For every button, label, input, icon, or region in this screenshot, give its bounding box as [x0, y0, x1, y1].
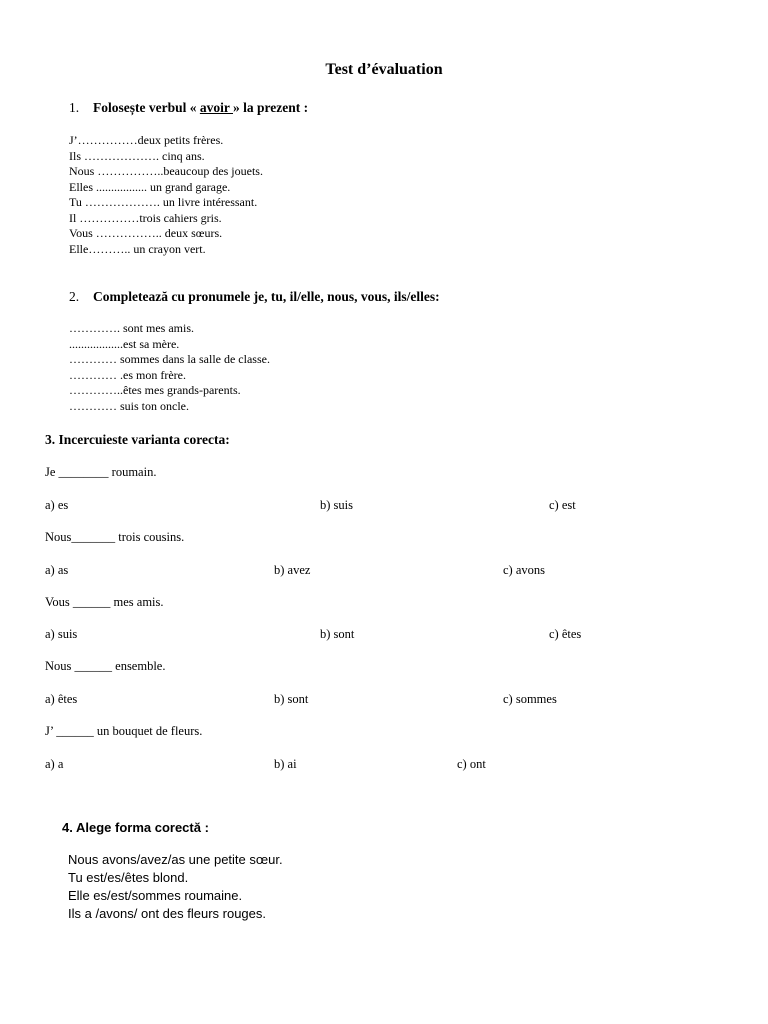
exercise3-option[interactable]: c) sommes	[503, 692, 557, 706]
exercise1-line: Elle……….. un crayon vert.	[69, 241, 206, 256]
exercise4-lines	[68, 851, 283, 923]
exercise2-line: …………. sont mes amis.	[69, 321, 194, 335]
exercise1-heading	[69, 100, 308, 116]
exercise3-heading: 3. Incercuieste varianta corecta:	[45, 432, 230, 447]
exercise3-option[interactable]: b) sont	[320, 627, 355, 641]
exercise3-sentence: Nous_______ trois cousins.	[45, 530, 185, 544]
exercise4-heading: 4. Alege forma corectă :	[62, 820, 209, 835]
exercise3-sentence: Vous ______ mes amis.	[45, 595, 164, 609]
exercise3-option[interactable]: a) a	[45, 757, 64, 771]
exercise3-option[interactable]: c) est	[549, 498, 576, 512]
exercise1-number: 1.	[69, 100, 80, 115]
exercise1-heading-end: » la prezent :	[233, 100, 309, 115]
exercise2-line: …………..êtes mes grands-parents.	[69, 383, 241, 397]
exercise1-line: J’……………deux petits frères.	[69, 133, 224, 147]
exercise4-line: Ils a /avons/ ont des fleurs rouges.	[68, 906, 266, 921]
exercise3-option[interactable]: b) suis	[320, 498, 353, 512]
exercise3-option[interactable]: c) êtes	[549, 627, 582, 641]
exercise2-heading-text: Completează cu pronumele je, tu, il/elle, nous, vous, ils/elles:	[93, 289, 440, 304]
exercise1-line: Ils ………………. cinq ans.	[69, 148, 205, 163]
exercise3-option[interactable]: c) ont	[457, 757, 486, 771]
exercise3-option[interactable]: b) avez	[274, 563, 311, 577]
exercise3-sentence: Nous ______ ensemble.	[45, 659, 166, 673]
exercise1-line: Nous ……………..beaucoup des jouets.	[69, 164, 263, 178]
exercise1-line: Elles ................. un grand garage.	[69, 179, 231, 194]
exercise3-option[interactable]: a) es	[45, 498, 69, 512]
exercise3-sentence: J’ ______ un bouquet de fleurs.	[45, 724, 203, 738]
exercise2-line: ………… suis ton oncle.	[69, 398, 189, 413]
exercise3-option[interactable]: b) ai	[274, 757, 297, 771]
exercise2-heading	[69, 289, 440, 305]
exercise4-line: Nous avons/avez/as une petite sœur.	[68, 852, 283, 867]
exercise3-sentence: Je ________ roumain.	[45, 465, 157, 479]
exercise1-line: Tu ………………. un livre intéressant.	[69, 195, 258, 209]
page-title: Test d’évaluation	[325, 61, 443, 78]
exercise3-option[interactable]: b) sont	[274, 692, 309, 706]
exercise1-line: Il ……………trois cahiers gris.	[69, 210, 222, 225]
exercise2-line: ..................est sa mère.	[69, 336, 180, 351]
exercise2-lines	[69, 321, 270, 414]
exercise1-heading-text: Folosește verbul «	[93, 100, 200, 115]
exercise3-option[interactable]: c) avons	[503, 563, 545, 577]
exercise1-line: Vous …………….. deux sœurs.	[69, 226, 223, 240]
exercise2-line: ………… .es mon frère.	[69, 367, 186, 382]
exercise2-line: ………… sommes dans la salle de classe.	[69, 352, 270, 366]
exercise3-option[interactable]: a) suis	[45, 627, 78, 641]
exercise1-heading-verb: avoir	[199, 100, 233, 115]
exercise4-line: Elle es/est/sommes roumaine.	[68, 888, 243, 903]
exercise2-number: 2.	[69, 289, 80, 304]
exercise1-lines	[69, 133, 263, 257]
exercise3-option[interactable]: a) êtes	[45, 692, 78, 706]
exercise3-option[interactable]: a) as	[45, 563, 69, 577]
exercise4-line: Tu est/es/êtes blond.	[68, 870, 189, 885]
